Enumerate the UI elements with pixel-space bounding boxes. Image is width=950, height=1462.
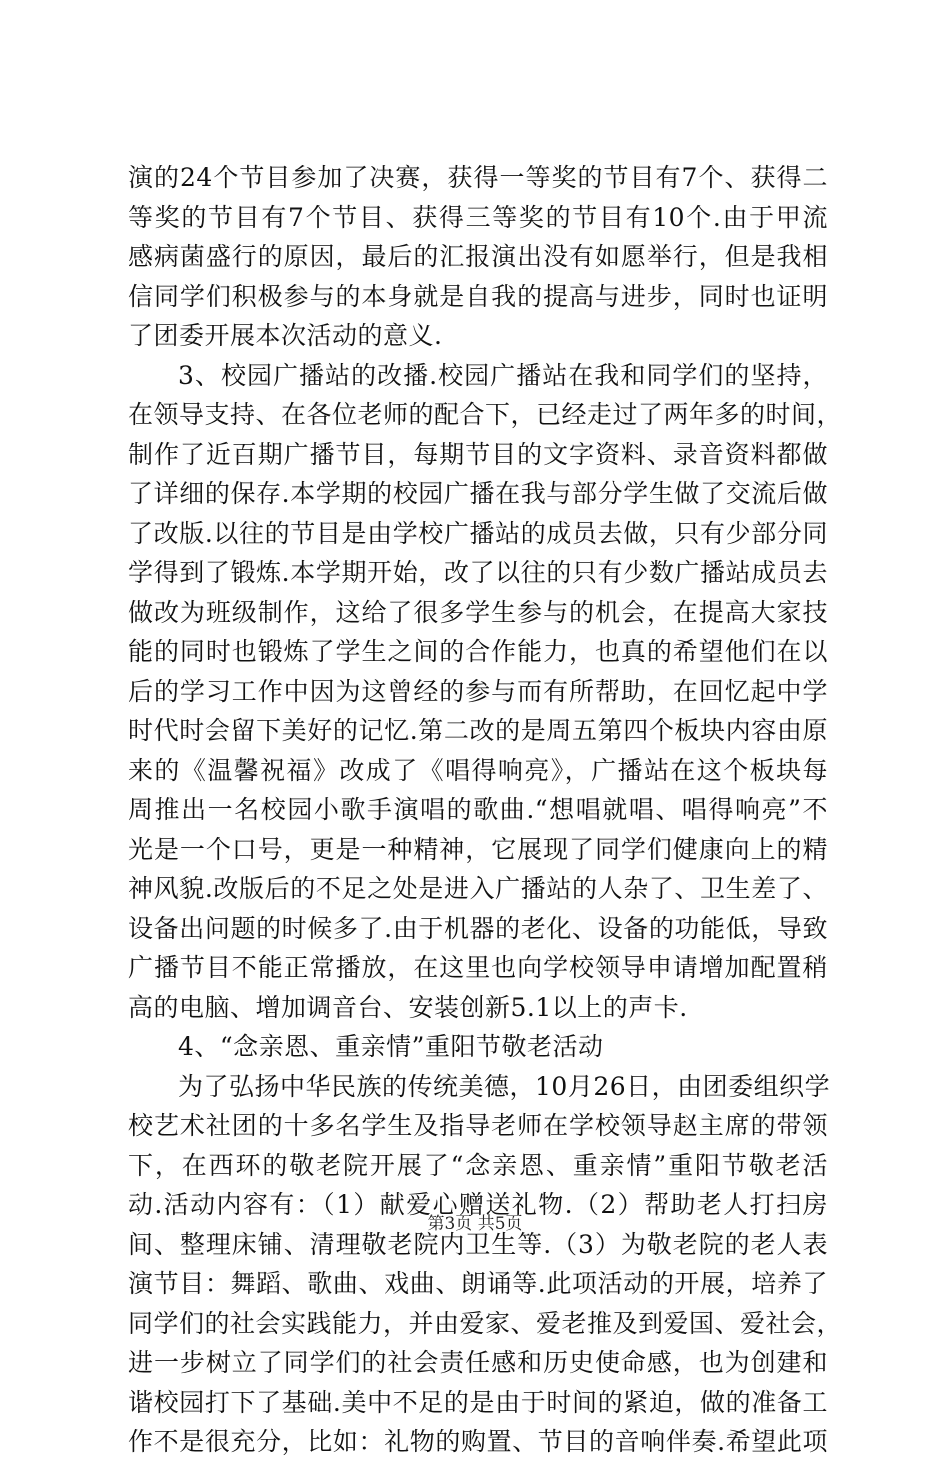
text-line: 谐校园打下了基础.美中不足的是由于时间的紧迫，做的准备工 <box>128 1387 828 1417</box>
text-line: 作不是很充分，比如：礼物的购置、节目的音响伴奏.希望此项 <box>128 1427 828 1456</box>
text-line: 演节目：舞蹈、歌曲、戏曲、朗诵等.此项活动的开展，培养了 <box>128 1269 828 1298</box>
text-line: 校艺术社团的十多名学生及指导老师在学校领导赵主席的带领 <box>128 1111 828 1140</box>
text-line: 在领导支持、在各位老师的配合下，已经走过了两年多的时间， <box>128 400 843 429</box>
text-line: 做改为班级制作，这给了很多学生参与的机会，在提高大家技 <box>128 597 828 627</box>
text-line: 高的电脑、增加调音台、安装创新5.1以上的声卡. <box>128 992 688 1022</box>
text-line: 信同学们积极参与的本身就是自我的提高与进步，同时也证明 <box>128 281 828 311</box>
text-line: 能的同时也锻炼了学生之间的合作能力，也真的希望他们在以 <box>128 637 828 666</box>
text-line: 3、校园广播站的改播.校园广播站在我和同学们的坚持， <box>178 360 828 390</box>
text-line: 动.活动内容有：（1）献爱心赠送礼物.（2）帮助老人打扫房 <box>128 1190 828 1219</box>
document-body <box>128 158 843 1462</box>
text-line: 进一步树立了同学们的社会责任感和历史使命感，也为创建和 <box>128 1348 828 1377</box>
text-line: 4、“念亲恩、重亲情”重阳节敬老活动 <box>178 1032 604 1061</box>
text-line: 间、整理床铺、清理敬老院内卫生等.（3）为敬老院的老人表 <box>128 1229 828 1259</box>
text-line: 等奖的节目有7个节目、获得三等奖的节目有10个.由于甲流 <box>128 202 828 232</box>
text-line: 来的《温馨祝福》改成了《唱得响亮》，广播站在这个板块每 <box>128 755 828 785</box>
text-line: 制作了近百期广播节目，每期节目的文字资料、录音资料都做 <box>128 439 828 469</box>
text-line: 演的24个节目参加了决赛，获得一等奖的节目有7个、获得二 <box>128 163 828 192</box>
text-line: 同学们的社会实践能力，并由爱家、爱老推及到爱国、爱社会， <box>128 1308 843 1338</box>
text-line: 为了弘扬中华民族的传统美德，10月26日，由团委组织学 <box>178 1071 831 1101</box>
text-line: 后的学习工作中因为这曾经的参与而有所帮助，在回忆起中学 <box>128 676 828 706</box>
text-line: 了详细的保存.本学期的校园广播在我与部分学生做了交流后做 <box>128 479 828 508</box>
text-line: 了团委开展本次活动的意义. <box>128 321 443 350</box>
text-line: 学得到了锻炼.本学期开始，改了以往的只有少数广播站成员去 <box>128 558 828 587</box>
text-line: 时代时会留下美好的记忆.第二改的是周五第四个板块内容由原 <box>128 716 828 745</box>
text-line: 感病菌盛行的原因，最后的汇报演出没有如愿举行，但是我相 <box>128 242 828 271</box>
text-line: 下，在西环的敬老院开展了“念亲恩、重亲情”重阳节敬老活 <box>128 1150 828 1180</box>
text-line: 神风貌.改版后的不足之处是进入广播站的人杂了、卫生差了、 <box>128 874 828 903</box>
text-line: 设备出问题的时候多了.由于机器的老化、设备的功能低，导致 <box>128 913 828 943</box>
text-line: 了改版.以往的节目是由学校广播站的成员去做，只有少部分同 <box>128 518 828 548</box>
text-line: 光是一个口号，更是一种精神，它展现了同学们健康向上的精 <box>128 834 828 864</box>
page-footer: 第3页 共5页 <box>427 1214 523 1234</box>
text-line: 周推出一名校园小歌手演唱的歌曲.“想唱就唱、唱得响亮”不 <box>128 795 828 824</box>
text-line: 广播节目不能正常播放，在这里也向学校领导申请增加配置稍 <box>128 953 828 982</box>
